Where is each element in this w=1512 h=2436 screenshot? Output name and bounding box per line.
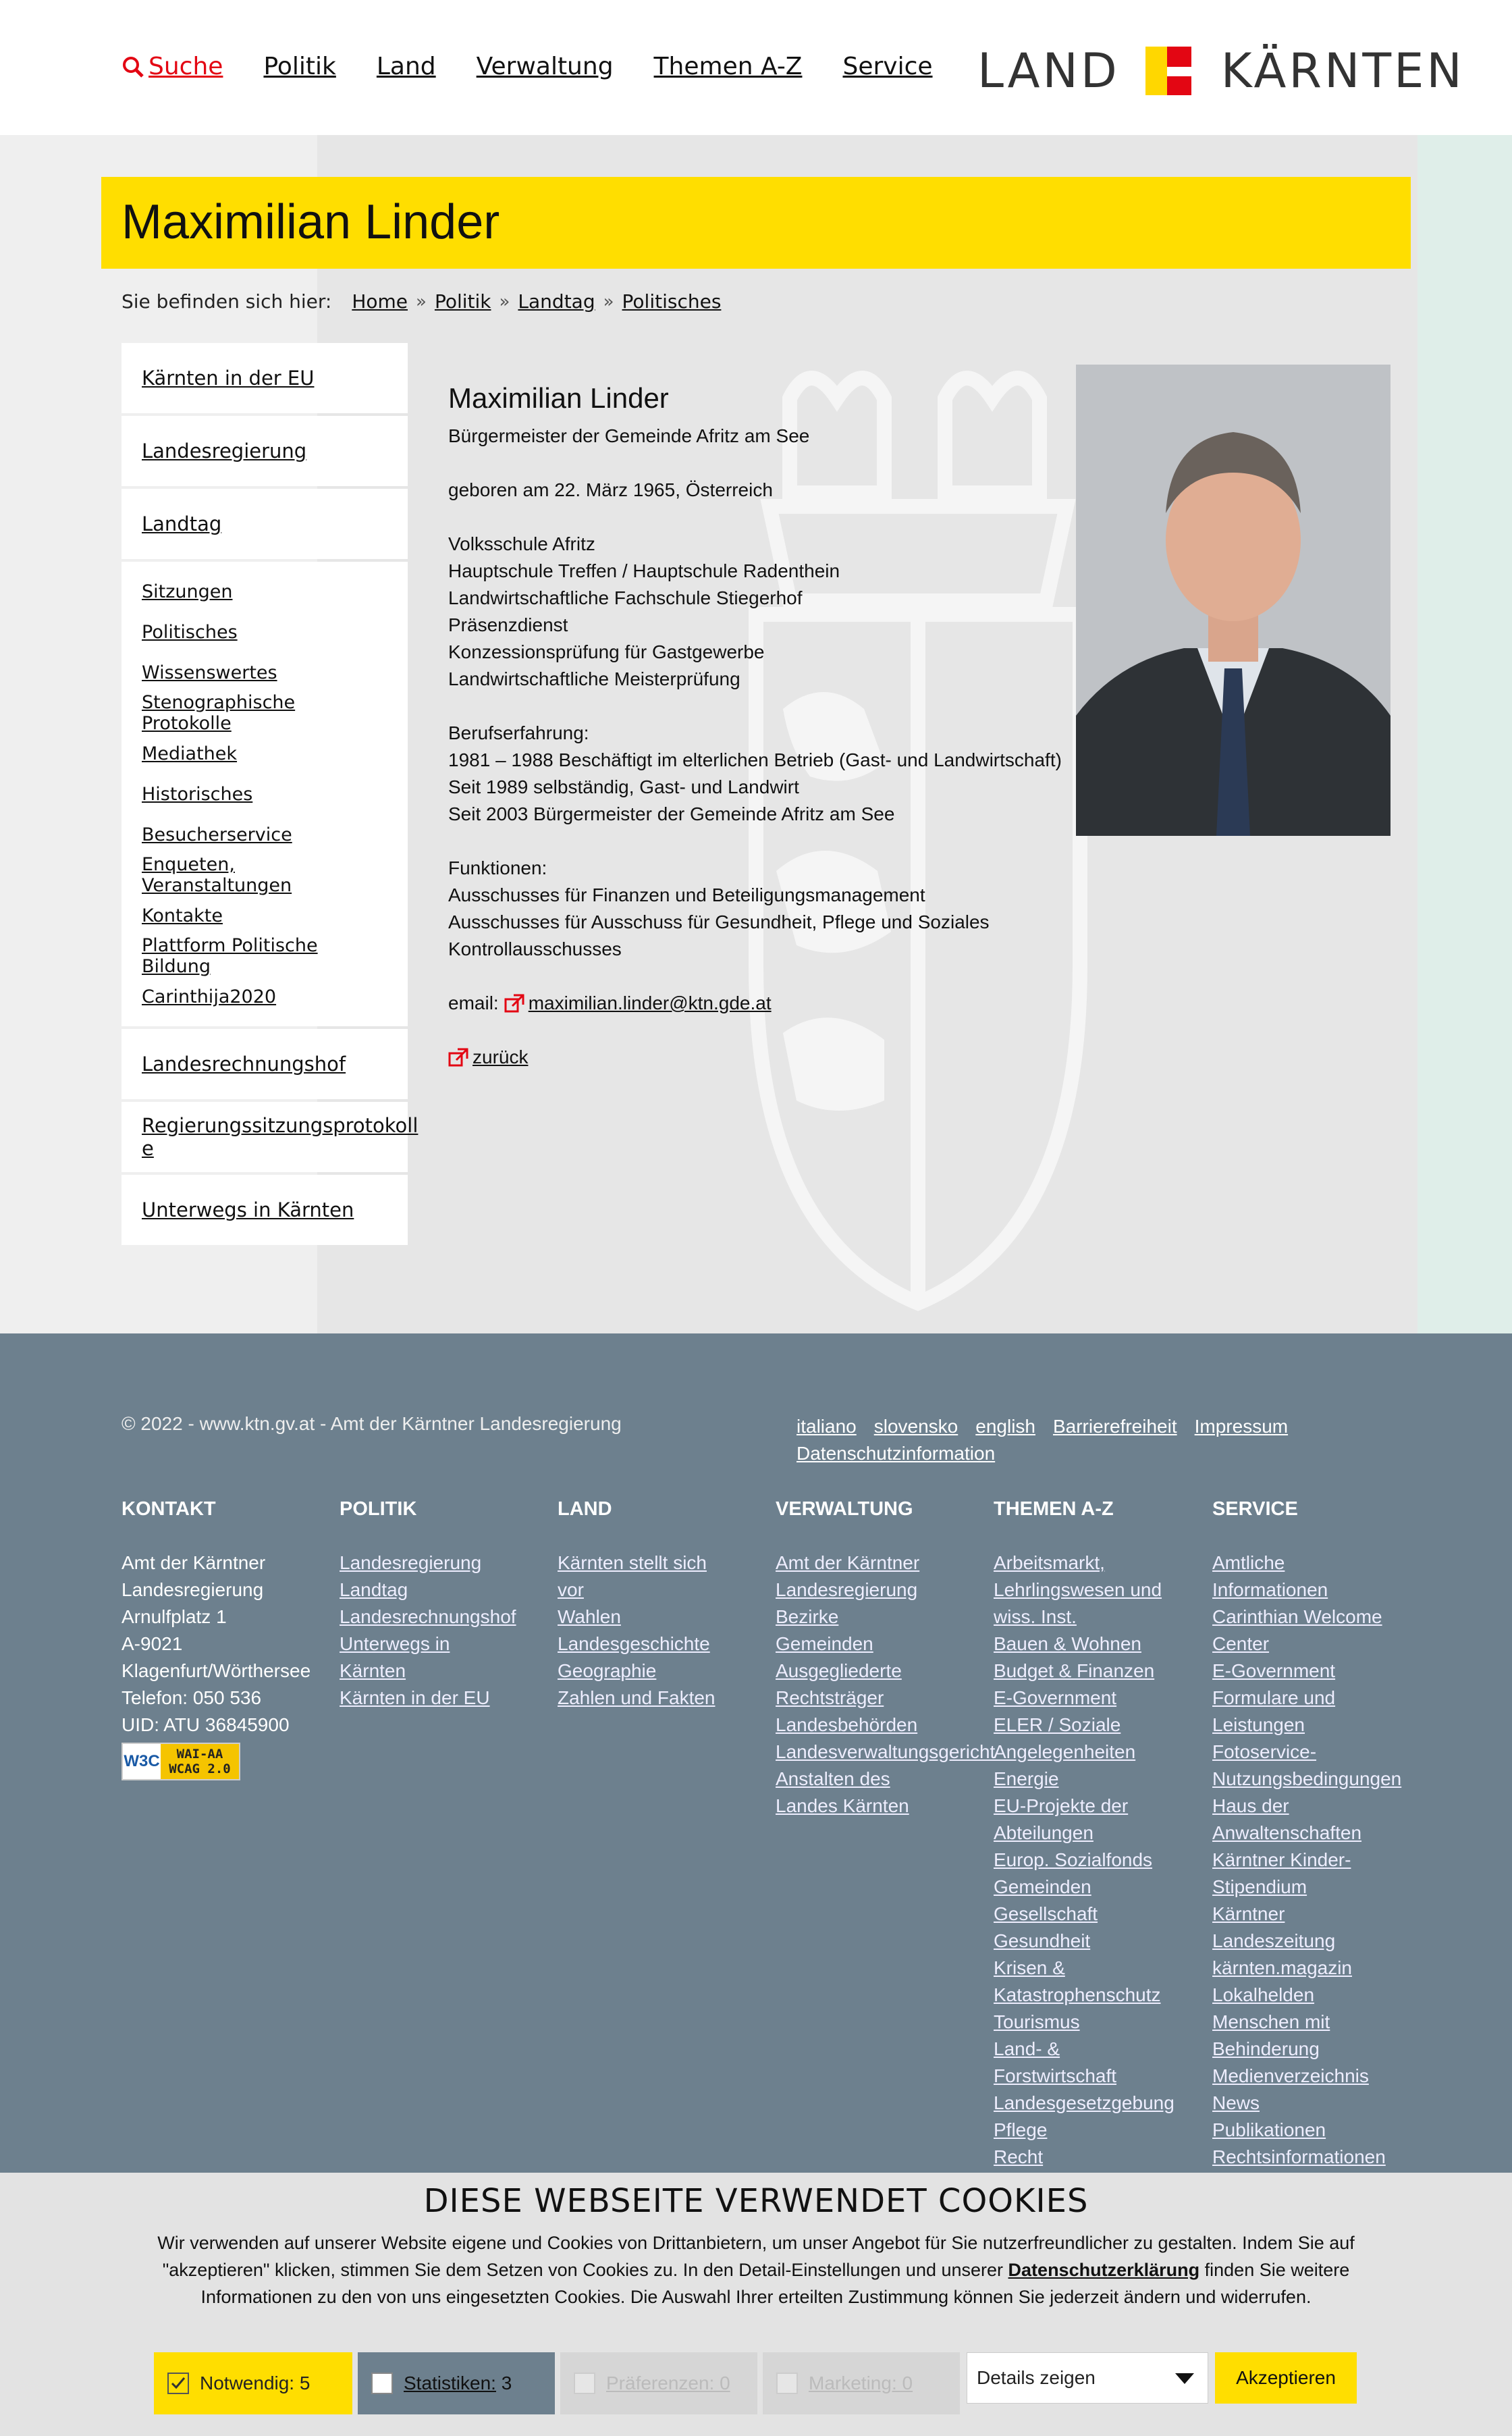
sidebar-sub-mediathek[interactable]: Mediathek xyxy=(142,743,238,764)
footer-link-impressum[interactable]: Impressum xyxy=(1194,1416,1289,1437)
footer-link[interactable]: Landtag xyxy=(340,1579,408,1600)
privacy-policy-link[interactable]: Datenschutzerklärung xyxy=(1008,2260,1200,2280)
breadcrumb-chevron-icon: » xyxy=(416,291,427,312)
cookie-marketing-toggle[interactable] xyxy=(763,2352,960,2414)
functions-label: Funktionen: xyxy=(448,857,547,878)
cookie-details-value: Details zeigen xyxy=(977,2367,1096,2388)
cookie-marketing-label: Marketing: 0 xyxy=(809,2373,913,2393)
footer-link[interactable]: Stipendium xyxy=(1212,1876,1307,1897)
education-line: Hauptschule Treffen / Hauptschule Radenthein xyxy=(448,560,840,581)
profile-content xyxy=(448,378,1069,1071)
footer-link[interactable]: Zahlen und Fakten xyxy=(558,1687,716,1708)
sidebar-sub-wissenswertes[interactable]: Wissenswertes xyxy=(142,662,277,683)
footer-link[interactable]: Tourismus xyxy=(994,2011,1080,2032)
kontakt-line: Landesregierung xyxy=(122,1579,264,1600)
footer-heading: LAND xyxy=(558,1498,612,1520)
email-link[interactable]: maximilian.linder@ktn.gde.at xyxy=(528,992,772,1013)
external-link-icon xyxy=(504,994,524,1013)
footer-link[interactable]: E-Government xyxy=(994,1687,1117,1708)
footer-col-themen xyxy=(994,1495,1196,2171)
sidebar-item-eu[interactable]: Kärnten in der EU xyxy=(122,343,408,413)
footer-heading: VERWALTUNG xyxy=(776,1498,913,1520)
search-icon xyxy=(122,55,144,78)
checkbox-icon xyxy=(776,2373,798,2394)
footer-link[interactable]: Lokalhelden xyxy=(1212,1984,1315,2005)
footer-link[interactable]: Rechtsträger xyxy=(776,1687,884,1708)
footer-link[interactable]: Behinderung xyxy=(1212,2038,1320,2059)
footer-link[interactable]: Landesverwaltungsgericht xyxy=(776,1741,996,1762)
footer-link[interactable]: Angelegenheiten xyxy=(994,1741,1136,1762)
sidebar-item-landesrechnungshof[interactable]: Landesrechnungshof xyxy=(122,1029,408,1099)
career-label: Berufserfahrung: xyxy=(448,722,589,743)
footer-col-service xyxy=(1212,1495,1415,2171)
footer-link[interactable]: Europ. Sozialfonds xyxy=(994,1849,1153,1870)
career-line: Seit 2003 Bürgermeister der Gemeinde Afritz am See xyxy=(448,803,895,824)
footer-link[interactable]: Amtliche xyxy=(1212,1552,1285,1573)
footer-heading: POLITIK xyxy=(340,1498,417,1520)
profile-education xyxy=(448,531,1069,693)
career-line: Seit 1989 selbständig, Gast- und Landwirt xyxy=(448,776,799,797)
footer-link[interactable]: Menschen mit xyxy=(1212,2011,1330,2032)
footer-link[interactable]: Leistungen xyxy=(1212,1714,1305,1735)
footer-link-datenschutz[interactable]: Datenschutzinformation xyxy=(796,1443,996,1464)
cookie-preferences-toggle[interactable] xyxy=(560,2352,757,2414)
chevron-down-icon xyxy=(1175,2373,1194,2384)
cookie-title: DIESE WEBSEITE VERWENDET COOKIES xyxy=(423,2182,1089,2220)
footer-link[interactable]: Arbeitsmarkt, xyxy=(994,1552,1105,1573)
footer-link[interactable]: Energie xyxy=(994,1768,1059,1789)
kontakt-line: Arnulfplatz 1 xyxy=(122,1606,227,1627)
breadcrumb-chevron-icon: » xyxy=(603,291,614,312)
footer-link[interactable]: Kärntner xyxy=(1212,1903,1285,1924)
footer-link[interactable]: Kärnten xyxy=(340,1660,406,1681)
cookie-statistics-count: 3 xyxy=(501,2373,512,2393)
kontakt-line: Klagenfurt/Wörthersee xyxy=(122,1660,311,1681)
footer-link[interactable]: Gesundheit xyxy=(994,1930,1091,1951)
sidebar-sub-protokolle[interactable]: Stenographische Protokolle xyxy=(142,692,296,734)
footer-col-verwaltung xyxy=(776,1495,996,1820)
footer-link[interactable]: Land- & xyxy=(994,2038,1060,2059)
footer-link[interactable]: Kärnten stellt sich xyxy=(558,1552,707,1573)
sidebar-item-protokolle[interactable]: Regierungssitzungsprotokoll e xyxy=(122,1102,408,1172)
kontakt-line: A-9021 xyxy=(122,1633,183,1654)
footer-link[interactable]: Bezirke xyxy=(776,1606,839,1627)
checkbox-icon xyxy=(574,2373,595,2394)
footer-link-slovensko[interactable]: slovensko xyxy=(873,1416,959,1437)
footer-link[interactable]: Landesgeschichte xyxy=(558,1633,710,1654)
nav-themen[interactable]: Themen A-Z xyxy=(653,53,803,80)
nav-land[interactable]: Land xyxy=(376,53,436,80)
footer-link-italiano[interactable]: italiano xyxy=(796,1416,857,1437)
footer-link[interactable]: Gesellschaft xyxy=(994,1903,1098,1924)
page-title-bar xyxy=(101,177,1411,269)
education-line: Präsenzdienst xyxy=(448,614,568,635)
breadcrumb-politik[interactable]: Politik xyxy=(434,290,491,313)
footer-link[interactable]: Center xyxy=(1212,1633,1270,1654)
cookie-text xyxy=(148,2229,1364,2310)
footer-link[interactable]: Landesbehörden xyxy=(776,1714,918,1735)
footer-link[interactable]: Recht xyxy=(994,2146,1044,2167)
profile-name: Maximilian Linder xyxy=(448,382,669,414)
education-line: Landwirtschaftliche Fachschule Stiegerhof xyxy=(448,587,803,608)
sidebar-sub-kontakte[interactable]: Kontakte xyxy=(142,905,223,926)
breadcrumb-landtag[interactable]: Landtag xyxy=(518,290,595,313)
breadcrumb-chevron-icon: » xyxy=(499,291,510,312)
footer-link[interactable]: Kärnten in der EU xyxy=(340,1687,490,1708)
footer-link[interactable]: Anwaltenschaften xyxy=(1212,1822,1362,1843)
main-nav xyxy=(122,53,973,80)
footer-link[interactable]: News xyxy=(1212,2092,1260,2113)
page-title: Maximilian Linder xyxy=(122,195,500,249)
footer-link[interactable]: Gemeinden xyxy=(776,1633,873,1654)
education-line: Konzessionsprüfung für Gastgewerbe xyxy=(448,641,765,662)
cookie-text-part2: finden Sie weitere Informationen zu den von uns eingesetzten Cookies. Die Auswahl Ihrer erteilten Zustimmung können Sie jederzeit ändern und widerrufen. xyxy=(200,2260,1350,2307)
breadcrumb-home[interactable]: Home xyxy=(352,290,408,313)
footer-col-politik xyxy=(340,1495,542,1712)
checkbox-checked-icon xyxy=(167,2373,189,2394)
kontakt-line: Telefon: 050 536 xyxy=(122,1687,262,1708)
footer-link[interactable]: Katastrophenschutz xyxy=(994,1984,1161,2005)
nav-verwaltung[interactable]: Verwaltung xyxy=(476,53,614,80)
footer-copyright: © 2022 - www.ktn.gv.at - Amt der Kärntner Landesregierung xyxy=(122,1413,622,1434)
profile-photo xyxy=(1076,365,1390,836)
sidebar xyxy=(122,343,418,1248)
footer-link[interactable]: Informationen xyxy=(1212,1579,1328,1600)
cookie-details-select[interactable] xyxy=(967,2352,1208,2404)
profile-email xyxy=(448,990,1069,1017)
footer-col-kontakt xyxy=(122,1495,324,1780)
footer-link[interactable]: Unterwegs in xyxy=(340,1633,450,1654)
sidebar-submenu xyxy=(122,562,408,1026)
cookie-preferences-label: Präferenzen: 0 xyxy=(606,2373,730,2393)
wcag-badge[interactable] xyxy=(122,1743,240,1780)
nav-service[interactable]: Service xyxy=(842,53,933,80)
profile-born: geboren am 22. März 1965, Österreich xyxy=(448,479,773,500)
footer-link[interactable]: Gemeinden xyxy=(994,1876,1091,1897)
sidebar-item-unterwegs[interactable]: Unterwegs in Kärnten xyxy=(122,1175,408,1245)
footer-link[interactable]: EU-Projekte der xyxy=(994,1795,1129,1816)
w3c-logo: W3C xyxy=(123,1744,161,1779)
footer-link[interactable]: Carinthian Welcome xyxy=(1212,1606,1382,1627)
sidebar-sub-carinthija[interactable]: Carinthija2020 xyxy=(142,986,277,1007)
cookie-statistics-label: Statistiken: xyxy=(404,2373,496,2393)
footer-links xyxy=(796,1413,1404,1467)
cookie-statistics-toggle[interactable] xyxy=(358,2352,555,2414)
footer-heading: SERVICE xyxy=(1212,1498,1298,1520)
footer-link[interactable]: Pflege xyxy=(994,2119,1048,2140)
footer-heading: THEMEN A-Z xyxy=(994,1498,1114,1520)
footer-link[interactable]: wiss. Inst. xyxy=(994,1606,1077,1627)
kontakt-line: Amt der Kärntner xyxy=(122,1552,266,1573)
footer-link[interactable]: Formulare und xyxy=(1212,1687,1336,1708)
footer-link[interactable]: Ausgegliederte xyxy=(776,1660,902,1681)
sidebar-sub-politisches[interactable]: Politisches xyxy=(142,621,238,643)
footer-link[interactable]: Rechtsinformationen xyxy=(1212,2146,1386,2167)
profile-career xyxy=(448,720,1069,828)
footer-link[interactable]: Wahlen xyxy=(558,1606,621,1627)
nav-search[interactable] xyxy=(122,53,223,80)
cookie-necessary-label: Notwendig: 5 xyxy=(200,2373,310,2393)
cookie-accept-button[interactable]: Akzeptieren xyxy=(1215,2352,1357,2404)
sidebar-item-landtag[interactable]: Landtag xyxy=(122,489,408,559)
sidebar-sub-enqueten[interactable]: Enqueten, Veranstaltungen xyxy=(142,854,292,896)
footer-link[interactable]: Landesregierung xyxy=(340,1552,482,1573)
footer-link[interactable]: Landesrechnungshof xyxy=(340,1606,516,1627)
education-line: Volksschule Afritz xyxy=(448,533,595,554)
footer-heading: KONTAKT xyxy=(122,1498,216,1520)
footer-link-english[interactable]: english xyxy=(975,1416,1035,1437)
footer-link[interactable]: Kärntner Kinder- xyxy=(1212,1849,1351,1870)
footer-link[interactable]: Lehrlingswesen und xyxy=(994,1579,1162,1600)
education-line: Landwirtschaftliche Meisterprüfung xyxy=(448,668,740,689)
footer-link[interactable]: Bauen & Wohnen xyxy=(994,1633,1141,1654)
wcag-version: WCAG 2.0 xyxy=(169,1762,231,1776)
footer-link[interactable]: Anstalten des xyxy=(776,1768,890,1789)
cookie-text-part1: Wir verwenden auf unserer Website eigene und Cookies von Drittanbietern, um unser Angebot für Sie nutzerfreundlicher zu gestalten. Indem Sie auf "akzeptieren" klicken, stimmen Sie dem Setzen von Cookies zu. In den Detail-Einstellungen und unserer xyxy=(157,2233,1355,2280)
logo-mark-icon xyxy=(1145,47,1194,95)
footer-link[interactable]: Landesregierung xyxy=(776,1579,918,1600)
footer-link[interactable]: Geographie xyxy=(558,1660,657,1681)
cookie-necessary-toggle[interactable] xyxy=(154,2352,352,2414)
site-footer xyxy=(0,1333,1512,2174)
logo-land: LAND xyxy=(977,43,1120,99)
sidebar-sub-besucherservice[interactable]: Besucherservice xyxy=(142,824,292,845)
breadcrumb-politisches[interactable]: Politisches xyxy=(622,290,722,313)
footer-link[interactable]: Amt der Kärntner xyxy=(776,1552,920,1573)
back-link[interactable]: zurück xyxy=(473,1047,529,1067)
nav-politik[interactable]: Politik xyxy=(263,53,336,80)
breadcrumb xyxy=(122,290,721,313)
footer-link[interactable]: Haus der xyxy=(1212,1795,1289,1816)
career-line: 1981 – 1988 Beschäftigt im elterlichen Betrieb (Gast- und Landwirtschaft) xyxy=(448,749,1062,770)
footer-link[interactable]: Krisen & xyxy=(994,1957,1065,1978)
sidebar-sub-sitzungen[interactable]: Sitzungen xyxy=(142,581,233,602)
footer-link[interactable]: Publikationen xyxy=(1212,2119,1326,2140)
footer-link[interactable]: Landeszeitung xyxy=(1212,1930,1336,1951)
footer-link[interactable]: vor xyxy=(558,1579,584,1600)
footer-link[interactable]: Landes Kärnten xyxy=(776,1795,909,1816)
footer-link-barrierefreiheit[interactable]: Barrierefreiheit xyxy=(1052,1416,1177,1437)
function-line: Ausschusses für Ausschuss für Gesundheit, Pflege und Soziales xyxy=(448,911,990,932)
profile-functions xyxy=(448,855,1069,963)
footer-link[interactable]: Abteilungen xyxy=(994,1822,1094,1843)
footer-link[interactable]: Fotoservice- xyxy=(1212,1741,1317,1762)
sidebar-item-landesregierung[interactable]: Landesregierung xyxy=(122,416,408,486)
footer-col-land xyxy=(558,1495,760,1712)
function-line: Kontrollausschusses xyxy=(448,938,622,959)
checkbox-icon xyxy=(371,2373,393,2394)
footer-link[interactable]: Landesgesetzgebung xyxy=(994,2092,1174,2113)
footer-link[interactable]: Forstwirtschaft xyxy=(994,2065,1117,2086)
footer-link[interactable]: Nutzungsbedingungen xyxy=(1212,1768,1402,1789)
footer-link[interactable]: Medienverzeichnis xyxy=(1212,2065,1369,2086)
footer-link[interactable]: ELER / Soziale xyxy=(994,1714,1121,1735)
kontakt-line: UID: ATU 36845900 xyxy=(122,1714,290,1735)
nav-search-label: Suche xyxy=(148,53,223,80)
profile-role: Bürgermeister der Gemeinde Afritz am See xyxy=(448,425,810,446)
breadcrumb-label: Sie befinden sich hier: xyxy=(122,290,332,313)
footer-link[interactable]: E-Government xyxy=(1212,1660,1336,1681)
wcag-level: WAI-AA xyxy=(176,1747,223,1762)
site-logo[interactable] xyxy=(977,43,1465,99)
sidebar-sub-historisches[interactable]: Historisches xyxy=(142,783,253,805)
footer-link[interactable]: kärnten.magazin xyxy=(1212,1957,1353,1978)
footer-link[interactable]: Budget & Finanzen xyxy=(994,1660,1155,1681)
site-header xyxy=(0,0,1512,135)
external-link-icon xyxy=(448,1048,468,1067)
function-line: Ausschusses für Finanzen und Beteiligungsmanagement xyxy=(448,884,925,905)
sidebar-sub-plattform[interactable]: Plattform Politische Bildung xyxy=(142,935,318,977)
back-link-row xyxy=(448,1044,1069,1071)
logo-kaernten: KÄRNTEN xyxy=(1220,43,1465,99)
email-label: email: xyxy=(448,992,499,1013)
